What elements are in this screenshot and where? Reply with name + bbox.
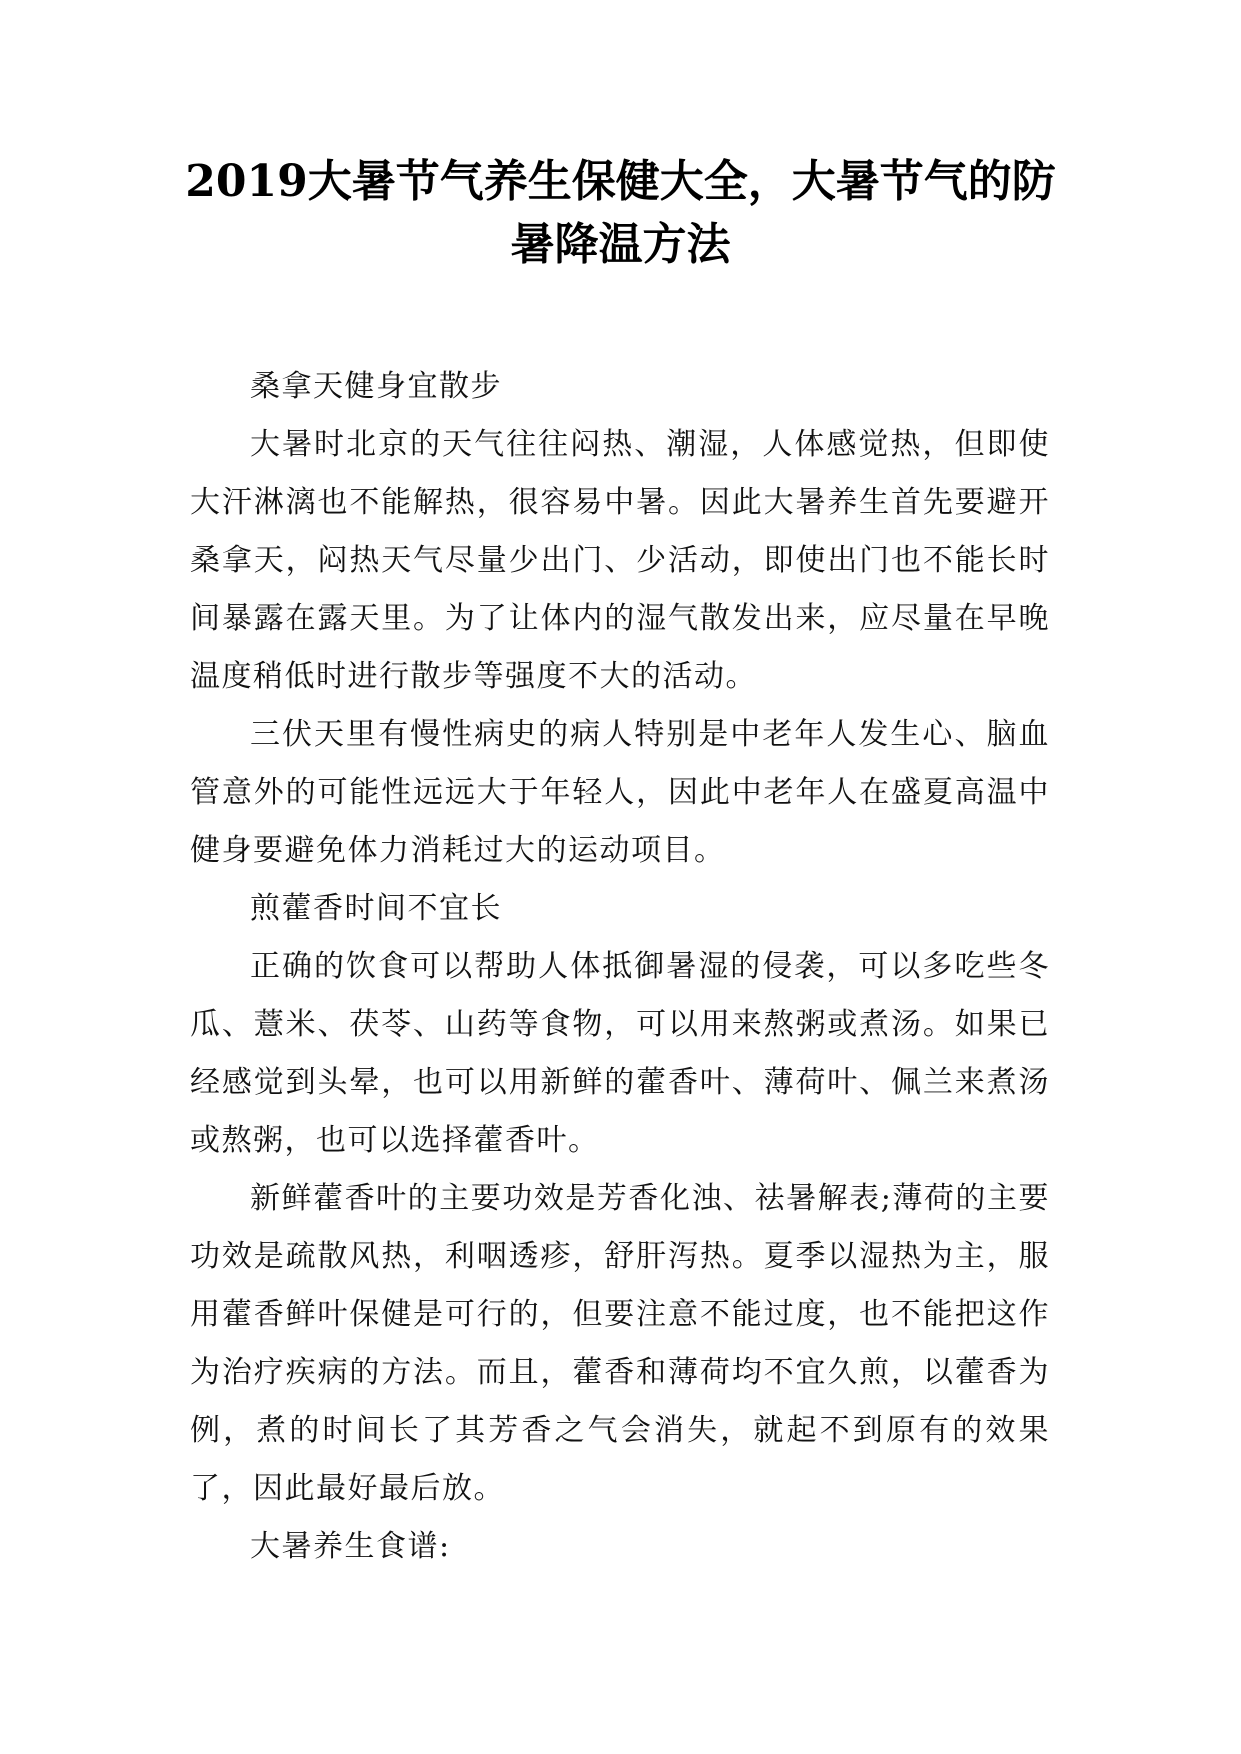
paragraph: 正确的饮食可以帮助人体抵御暑湿的侵袭，可以多吃些冬瓜、薏米、茯苓、山药等食物，可以用来熬粥或煮汤。如果已经感觉到头晕，也可以用新鲜的藿香叶、薄荷叶、佩兰来煮汤或熬粥，也可以选择藿香叶。 bbox=[190, 949, 1050, 1158]
document-title: 2019大暑节气养生保健大全，大暑节气的防暑降温方法 bbox=[185, 156, 1056, 270]
paragraph: 大暑时北京的天气往往闷热、潮湿，人体感觉热，但即使大汗淋漓也不能解热，很容易中暑。因此大暑养生首先要避开桑拿天，闷热天气尽量少出门、少活动，即使出门也不能长时间暴露在露天里。为了让体内的湿气散发出来，应尽量在早晚温度稍低时进行散步等强度不大的活动。 bbox=[190, 427, 1050, 694]
section-heading-patchouli: 煎藿香时间不宜长 bbox=[250, 891, 502, 926]
paragraph: 三伏天里有慢性病史的病人特别是中老年人发生心、脑血管意外的可能性远远大于年轻人，因此中老年人在盛夏高温中健身要避免体力消耗过大的运动项目。 bbox=[190, 717, 1050, 868]
section-heading-recipes: 大暑养生食谱: bbox=[250, 1529, 451, 1564]
document-body bbox=[190, 358, 1050, 1576]
section-heading-sauna-exercise: 桑拿天健身宜散步 bbox=[250, 369, 502, 404]
paragraph: 新鲜藿香叶的主要功效是芳香化浊、祛暑解表;薄荷的主要功效是疏散风热，利咽透疹，舒肝泻热。夏季以湿热为主，服用藿香鲜叶保健是可行的，但要注意不能过度，也不能把这作为治疗疾病的方法。而且，藿香和薄荷均不宜久煎，以藿香为例，煮的时间长了其芳香之气会消失，就起不到原有的效果了，因此最好最后放。 bbox=[190, 1181, 1050, 1506]
